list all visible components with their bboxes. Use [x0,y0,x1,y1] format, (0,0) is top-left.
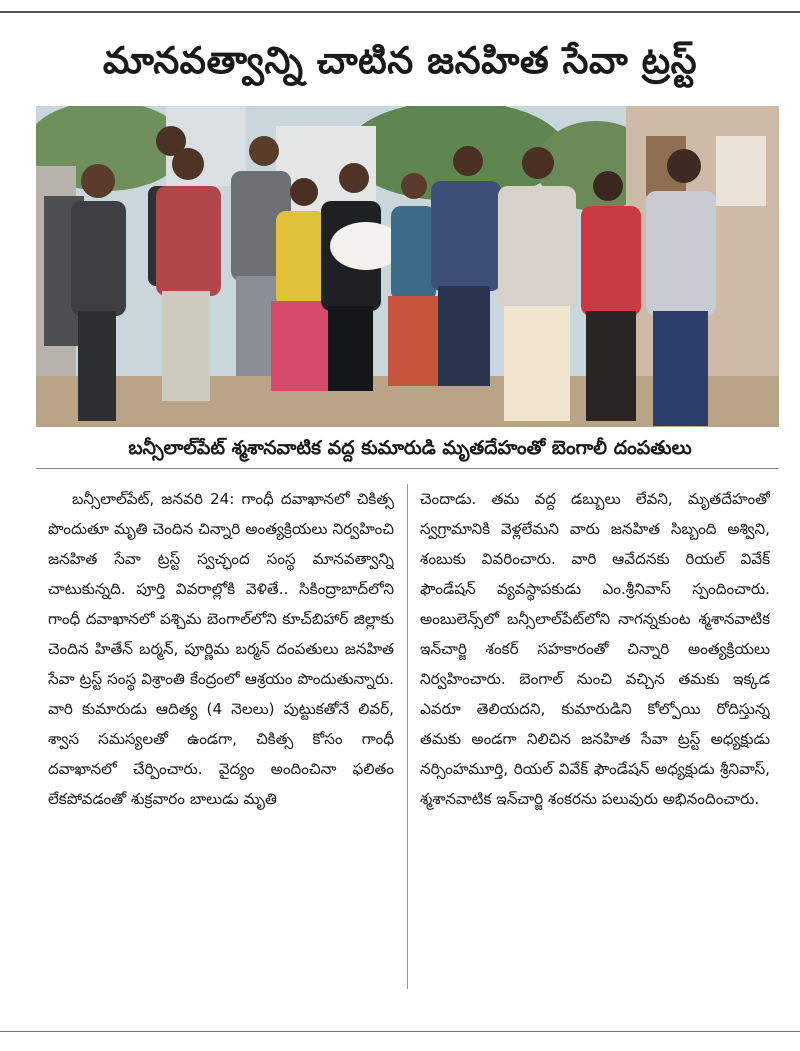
column-separator [407,484,408,989]
article-column-1 [48,484,394,994]
photo-caption: బన్సీలాల్‌పేట్ శ్మశానవాటిక వద్ద కుమారుడి మృతదేహంతో బెంగాలీ దంపతులు [128,437,692,459]
caption-rule [36,468,779,469]
article-column-2 [420,484,770,994]
article-paragraph-1: బన్సీలాల్‌పేట్, జనవరి 24: గాంధీ దవాఖానలో చికిత్స పొందుతూ మృతి చెందిన చిన్నారి అంత్యక్రియలు నిర్వహించి జనహిత సేవా ట్రస్ట్ స్వచ్ఛంద సంస్థ మానవత్వాన్ని చాటుకున్నది. పూర్తి వివరాల్లోకి వెళితే.. సికింద్రాబాద్‌లోని గాంధీ దవాఖానలో పశ్చిమ బెంగాల్‌లోని కూచ్‌బిహార్ జిల్లాకు చెందిన హితేన్ బర్మన్, పూర్ణిమ బర్మన్ దంపతులు జనహిత సేవా ట్రస్ట్ సంస్థ విశ్రాంతి కేంద్రంలో ఆశ్రయం పొందుతున్నారు. వారి కుమారుడు ఆదిత్య (4 నెలలు) పుట్టుకతోనే లివర్, శ్వాస సమస్యలతో ఉండగా, చికిత్స కోసం గాంధీ దవాఖానలో చేర్పించారు. వైద్యం అందించినా ఫలితం లేకపోవడంతో శుక్రవారం బాలుడు మృతి [48,490,394,808]
article-paragraph-2: చెందాడు. తమ వద్ద డబ్బులు లేవని, మృతదేహంతో స్వగ్రామానికి వెళ్లలేమని వారు జనహిత సిబ్బంది అశ్విని, శంబుకు వివరించారు. వారి ఆవేదనకు రియల్ వివేక్ ఫౌండేషన్ వ్యవస్థాపకుడు ఎం.శ్రీనివాస్ స్పందించారు. అంబులెన్స్‌లో బన్సీలాల్‌పేట్‌లోని నాగన్నకుంట శ్మశానవాటిక ఇన్‌చార్జి శంకర్ సహకారంతో చిన్నారి అంత్యక్రియలు నిర్వహించారు. బెంగాల్ నుంచి వచ్చిన తమకు ఇక్కడ ఎవరూ తెలియదని, కుమారుడిని కోల్పోయి రోదిస్తున్న తమకు అండగా నిలిచిన జనహిత సేవా ట్రస్ట్ అధ్యక్షుడు నర్సింహమూర్తి, రియల్ వివేక్ ఫౌండేషన్ అధ్యక్షుడు శ్రీనివాస్, శ్మశానవాటిక ఇన్‌చార్జి శంకరను పలువురు అభినందించారు. [420,490,770,808]
bottom-rule [0,1031,800,1032]
top-rule [0,11,800,13]
headline: మానవత్వాన్ని చాటిన జనహిత సేవా ట్రస్ట్ [102,39,698,82]
news-photo [36,106,779,427]
